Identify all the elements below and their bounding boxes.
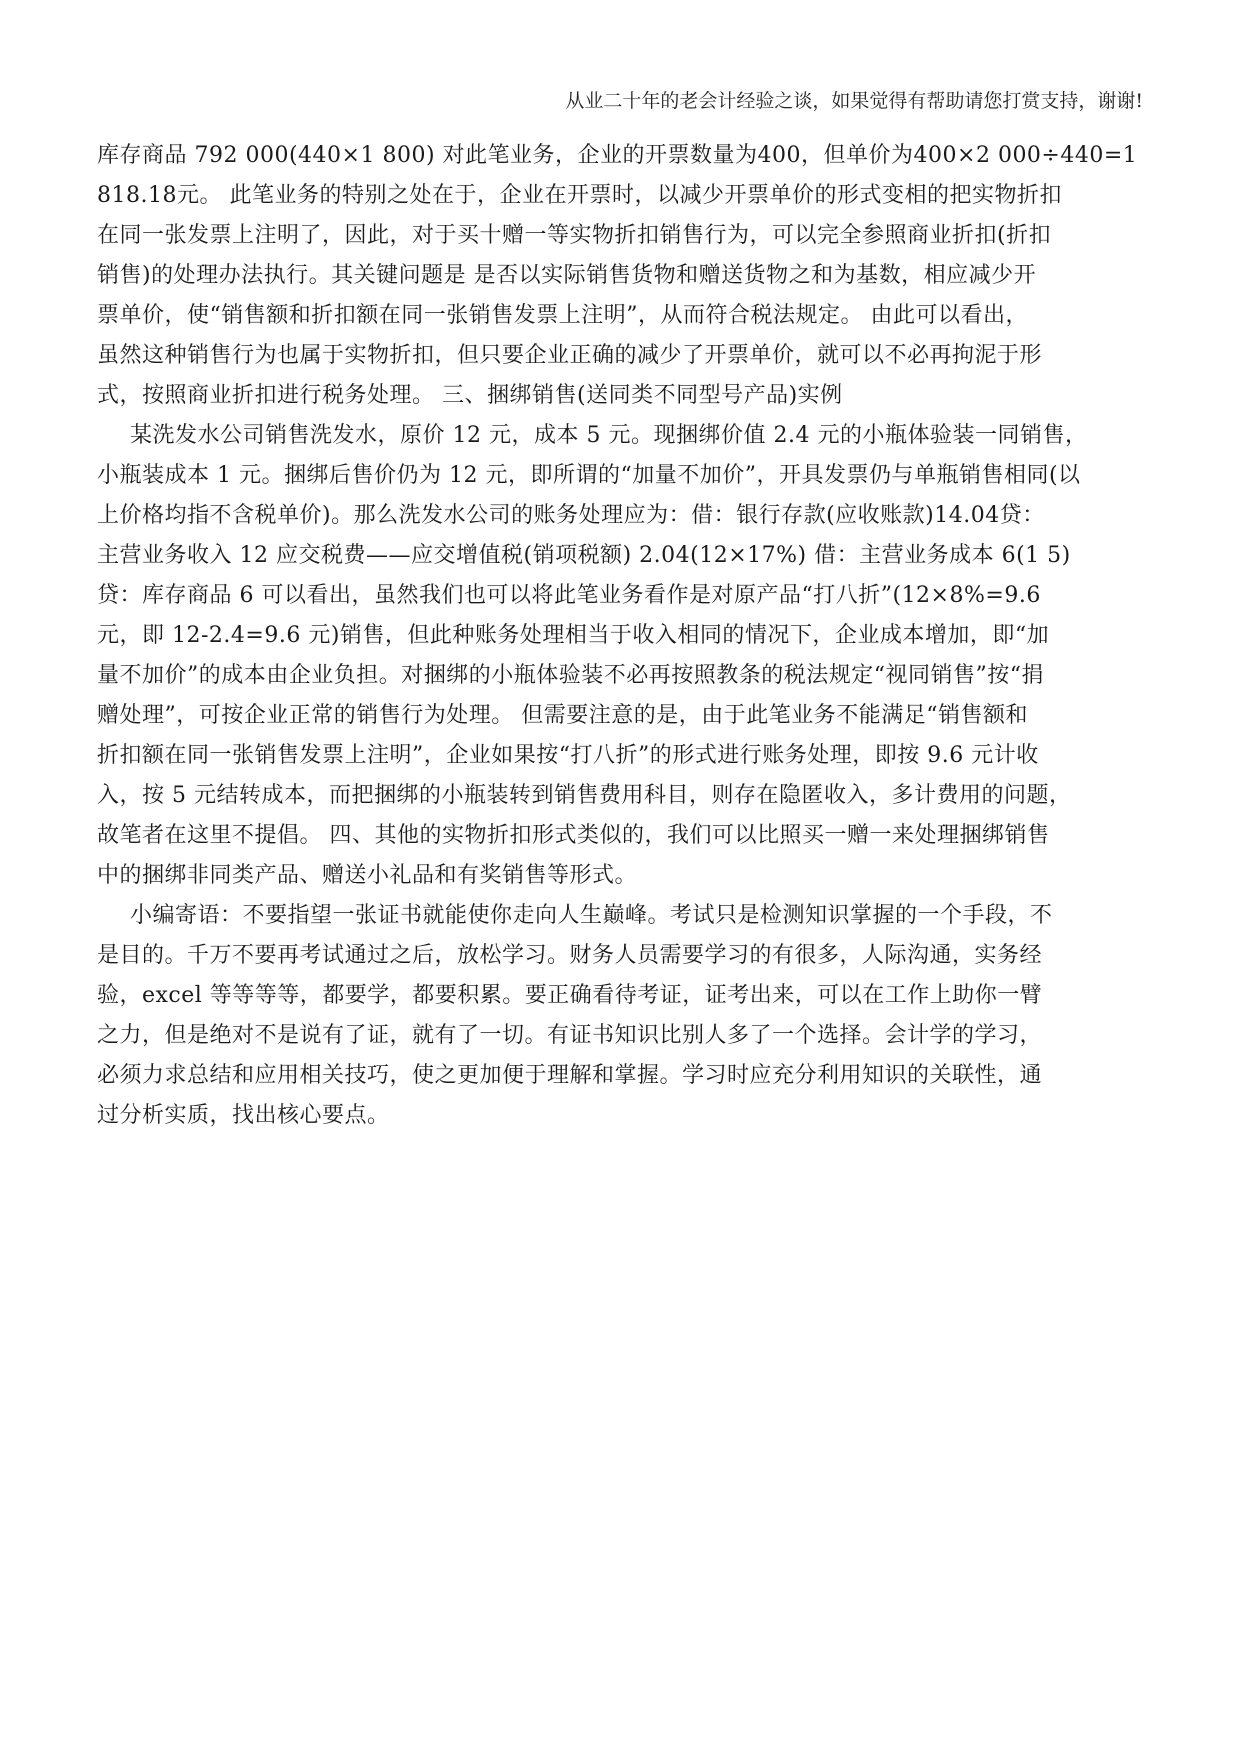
- text-line: 元，即 12-2.4=9.6 元)销售，但此种账务处理相当于收入相同的情况下，企业成本增加，即“加: [97, 623, 1050, 648]
- text-line: 中的捆绑非同类产品、赠送小礼品和有奖销售等形式。: [97, 863, 638, 888]
- text-line: 入，按 5 元结转成本，而把捆绑的小瓶装转到销售费用科目，则存在隐匿收入，多计费用的问题，: [97, 783, 1072, 808]
- text-line: 故笔者在这里不提倡。 四、其他的实物折扣形式类似的，我们可以比照买一赠一来处理捆绑销售: [97, 823, 1050, 848]
- text-line: 验，excel 等等等等，都要学，都要积累。要正确看待考证，证考出来，可以在工作上助你一臂: [97, 983, 1043, 1008]
- paragraph-discount-explanation: [97, 136, 1157, 416]
- text-line: 必须力求总结和应用相关技巧，使之更加便于理解和掌握。学习时应充分利用知识的关联性，通: [97, 1063, 1043, 1088]
- text-line: 销售)的处理办法执行。其关键问题是 是否以实际销售货物和赠送货物之和为基数，相应减少开: [97, 263, 1037, 288]
- paragraph-bundle-sale-example: [97, 416, 1157, 896]
- text-line: 某洗发水公司销售洗发水，原价 12 元，成本 5 元。现捆绑价值 2.4 元的小瓶体验装一同销售，: [130, 423, 1088, 448]
- text-line: 票单价，使“销售额和折扣额在同一张销售发票上注明”，从而符合税法规定。 由此可以看出，: [97, 303, 1028, 328]
- text-line: 之力，但是绝对不是说有了证，就有了一切。有证书知识比别人多了一个选择。会计学的学习，: [97, 1023, 1043, 1048]
- text-line: 818.18元。 此笔业务的特别之处在于，企业在开票时，以减少开票单价的形式变相的把实物折扣: [97, 183, 1062, 208]
- text-line: 赠处理”，可按企业正常的销售行为处理。 但需要注意的是，由于此笔业务不能满足“销售额和: [97, 703, 1028, 728]
- text-line: 小瓶装成本 1 元。捆绑后售价仍为 12 元，即所谓的“加量不加价”，开具发票仍与单瓶销售相同(以: [97, 463, 1081, 488]
- text-line: 虽然这种销售行为也属于实物折扣，但只要企业正确的减少了开票单价，就可以不必再拘泥于形: [97, 343, 1043, 368]
- text-line: 在同一张发票上注明了，因此，对于买十赠一等实物折扣销售行为，可以完全参照商业折扣(折扣: [97, 223, 1052, 248]
- paragraph-editor-note: [97, 896, 1157, 1136]
- text-line: 量不加价”的成本由企业负担。对捆绑的小瓶体验装不必再按照教条的税法规定“视同销售”按“捐: [97, 663, 1044, 688]
- text-line: 小编寄语：不要指望一张证书就能使你走向人生巅峰。考试只是检测知识掌握的一个手段，不: [130, 903, 1053, 928]
- text-line: 式，按照商业折扣进行税务处理。 三、捆绑销售(送同类不同型号产品)实例: [97, 383, 843, 408]
- text-line: 主营业务收入 12 应交税费——应交增值税(销项税额) 2.04(12×17%) 借：主营业务成本 6(1 5): [97, 543, 1071, 568]
- header-note: 从业二十年的老会计经验之谈，如果觉得有帮助请您打赏支持，谢谢!: [565, 90, 1143, 112]
- text-line: 贷：库存商品 6 可以看出，虽然我们也可以将此笔业务看作是对原产品“打八折”(12×8%=9.6: [97, 583, 1041, 608]
- text-line: 是目的。千万不要再考试通过之后，放松学习。财务人员需要学习的有很多，人际沟通，实务经: [97, 943, 1043, 968]
- text-line: 折扣额在同一张销售发票上注明”，企业如果按“打八折”的形式进行账务处理，即按 9.6 元计收: [97, 743, 1039, 768]
- text-line: 上价格均指不含税单价)。那么洗发水公司的账务处理应为：借：银行存款(应收账款)14.04贷：: [97, 503, 1045, 528]
- document-body: [97, 136, 1157, 1136]
- text-line: 过分析实质，找出核心要点。: [97, 1103, 390, 1128]
- text-line: 库存商品 792 000(440×1 800) 对此笔业务，企业的开票数量为400，但单价为400×2 000÷440=1: [97, 143, 1138, 168]
